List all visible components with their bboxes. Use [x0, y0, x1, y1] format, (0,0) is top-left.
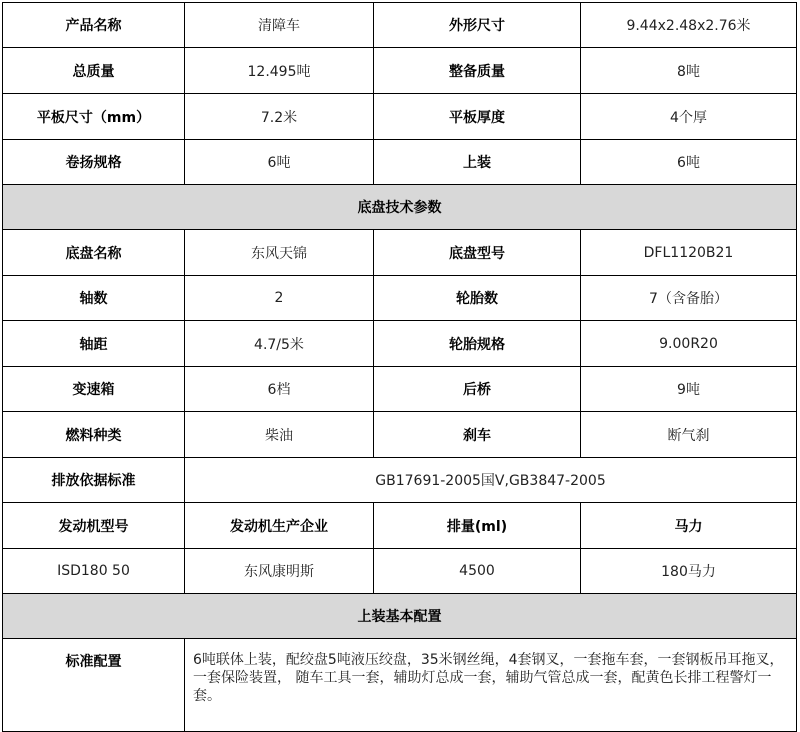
- emission-standard-label: 排放依据标准: [3, 458, 185, 503]
- table-row-product: [3, 3, 797, 48]
- axle-count-label: 轴数: [3, 276, 185, 321]
- chassis-name-value: 东风天锦: [185, 230, 374, 276]
- table-row-emission: [3, 458, 797, 503]
- standard-config-value: 6吨联体上装，配绞盘5吨液压绞盘，35米钢丝绳，4套钢叉，一套拖车套，一套钢板吊耳拖叉，一套保险装置， 随车工具一套，辅助灯总成一套，辅助气管总成一套，配黄色长排工程警灯一套。: [185, 639, 797, 732]
- winch-spec-value: 6吨: [185, 140, 374, 185]
- product-name-label: 产品名称: [3, 3, 185, 48]
- chassis-name-label: 底盘名称: [3, 230, 185, 276]
- table-row-standard-config: [3, 639, 797, 732]
- product-name-value: 清障车: [185, 3, 374, 48]
- gearbox-value: 6档: [185, 367, 374, 412]
- platform-size-label: 平板尺寸（mm）: [3, 94, 185, 140]
- table-row-winch: [3, 140, 797, 185]
- horsepower-header: 马力: [581, 503, 797, 549]
- tire-count-label: 轮胎数: [374, 276, 581, 321]
- chassis-section-title: 底盘技术参数: [3, 185, 797, 230]
- axle-count-value: 2: [185, 276, 374, 321]
- horsepower-value: 180马力: [581, 549, 797, 594]
- emission-standard-value: GB17691-2005国Ⅴ,GB3847-2005: [185, 458, 797, 503]
- tire-spec-label: 轮胎规格: [374, 321, 581, 367]
- table-row-engine-header: [3, 503, 797, 549]
- rear-axle-label: 后桥: [374, 367, 581, 412]
- displacement-header: 排量(ml): [374, 503, 581, 549]
- table-row-mass: [3, 48, 797, 94]
- table-row-platform: [3, 94, 797, 140]
- platform-thickness-value: 4个厚: [581, 94, 797, 140]
- section-header-upper-config: [3, 594, 797, 639]
- total-mass-label: 总质量: [3, 48, 185, 94]
- table-row-fuel: [3, 412, 797, 458]
- upper-body-label: 上装: [374, 140, 581, 185]
- table-row-gearbox: [3, 367, 797, 412]
- brake-label: 刹车: [374, 412, 581, 458]
- total-mass-value: 12.495吨: [185, 48, 374, 94]
- winch-spec-label: 卷扬规格: [3, 140, 185, 185]
- dimensions-label: 外形尺寸: [374, 3, 581, 48]
- wheelbase-label: 轴距: [3, 321, 185, 367]
- section-header-chassis: [3, 185, 797, 230]
- fuel-type-value: 柴油: [185, 412, 374, 458]
- rear-axle-value: 9吨: [581, 367, 797, 412]
- engine-model-value: ISD180 50: [3, 549, 185, 594]
- dimensions-value: 9.44x2.48x2.76米: [581, 3, 797, 48]
- platform-thickness-label: 平板厚度: [374, 94, 581, 140]
- chassis-model-value: DFL1120B21: [581, 230, 797, 276]
- upper-config-section-title: 上装基本配置: [3, 594, 797, 639]
- table-row-wheelbase: [3, 321, 797, 367]
- tire-count-value: 7（含备胎）: [581, 276, 797, 321]
- wheelbase-value: 4.7/5米: [185, 321, 374, 367]
- tire-spec-value: 9.00R20: [581, 321, 797, 367]
- curb-mass-label: 整备质量: [374, 48, 581, 94]
- spec-table: [2, 2, 797, 732]
- curb-mass-value: 8吨: [581, 48, 797, 94]
- gearbox-label: 变速箱: [3, 367, 185, 412]
- upper-body-value: 6吨: [581, 140, 797, 185]
- engine-model-header: 发动机型号: [3, 503, 185, 549]
- brake-value: 断气刹: [581, 412, 797, 458]
- displacement-value: 4500: [374, 549, 581, 594]
- table-row-engine-values: [3, 549, 797, 594]
- engine-maker-header: 发动机生产企业: [185, 503, 374, 549]
- table-row-chassis-name: [3, 230, 797, 276]
- platform-size-value: 7.2米: [185, 94, 374, 140]
- engine-maker-value: 东风康明斯: [185, 549, 374, 594]
- chassis-model-label: 底盘型号: [374, 230, 581, 276]
- fuel-type-label: 燃料种类: [3, 412, 185, 458]
- table-row-axles: [3, 276, 797, 321]
- standard-config-label: 标准配置: [3, 639, 185, 732]
